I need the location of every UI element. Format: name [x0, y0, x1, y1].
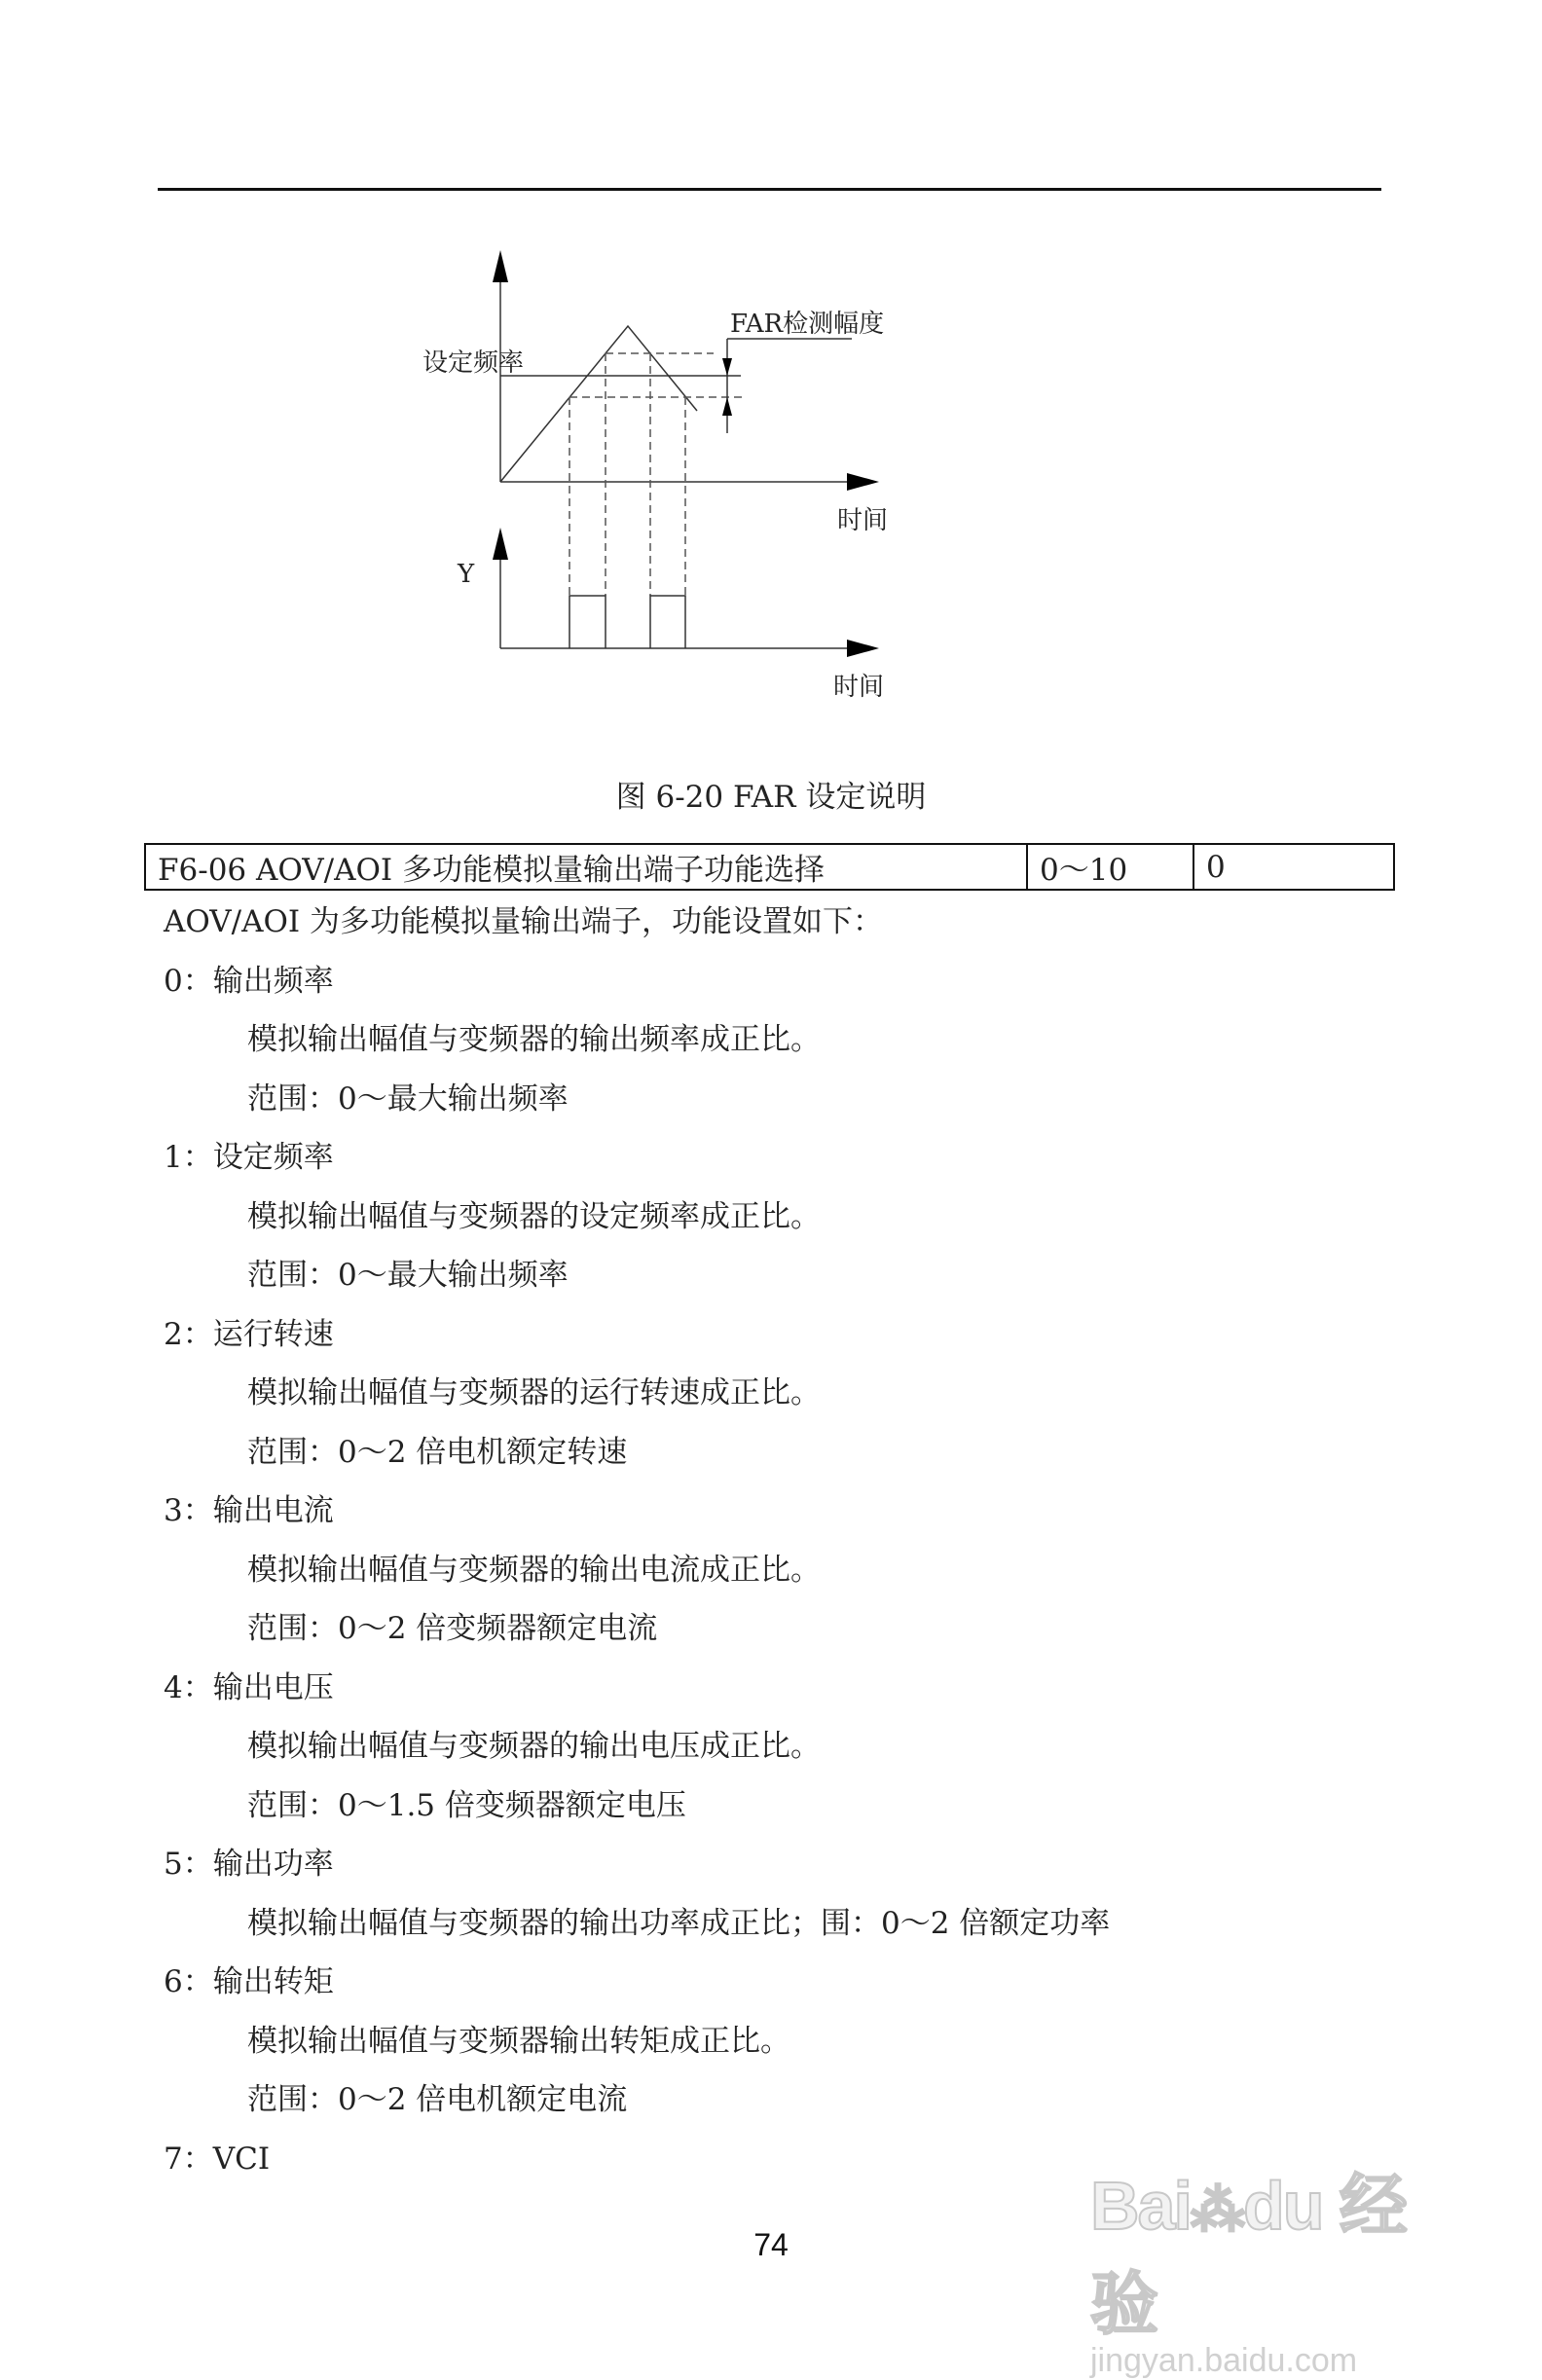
option-detail: 模拟输出幅值与变频器的输出电流成正比。 [247, 1552, 821, 1588]
option-heading: 5：输出功率 [164, 1847, 334, 1882]
x-label-time-bottom: 时间 [833, 673, 885, 702]
option-detail: 模拟输出幅值与变频器的运行转速成正比。 [247, 1375, 821, 1410]
pulse [569, 596, 606, 648]
option-detail: 模拟输出幅值与变频器的输出功率成正比；围：0～2 倍额定功率 [247, 1905, 1111, 1941]
option-detail: 范围：0～2 倍变频器额定电流 [247, 1611, 658, 1646]
far-diagram [0, 0, 1542, 779]
y-label-setfreq: 设定频率 [422, 348, 525, 378]
option-heading: 3：输出电流 [164, 1493, 334, 1528]
option-heading: 7：VCI [164, 2141, 271, 2177]
option-detail: 范围：0～2 倍电机额定转速 [247, 1434, 628, 1470]
baidu-watermark-logo: Bai⁂du 经验 jingyan.baidu.com [1090, 2168, 1406, 2379]
option-detail: 模拟输出幅值与变频器的输出电压成正比。 [247, 1729, 821, 1764]
option-heading: 1：设定频率 [164, 1140, 334, 1175]
param-range: 0～10 [1027, 844, 1193, 890]
option-heading: 6：输出转矩 [164, 1964, 334, 1999]
param-default: 0 [1193, 844, 1394, 890]
description-body [0, 893, 1542, 2188]
option-detail: 范围：0～1.5 倍变频器额定电压 [247, 1787, 686, 1823]
page-number: 74 [753, 2227, 789, 2262]
param-table [144, 843, 1395, 891]
far-label: FAR检测幅度 [730, 310, 885, 339]
option-heading: 4：输出电压 [164, 1669, 334, 1705]
option-heading: AOV/AOI 为多功能模拟量输出端子，功能设置如下： [164, 904, 883, 939]
option-detail: 模拟输出幅值与变频器输出转矩成正比。 [247, 2023, 790, 2059]
figure-caption: 图 6-20 FAR 设定说明 [615, 780, 927, 815]
option-heading: 2：运行转速 [164, 1316, 334, 1352]
x-label-time: 时间 [837, 506, 889, 535]
option-detail: 范围：0～2 倍电机额定电流 [247, 2082, 628, 2117]
option-detail: 范围：0～最大输出频率 [247, 1080, 569, 1117]
y-label-y: Y [458, 560, 475, 589]
option-detail: 模拟输出幅值与变频器的设定频率成正比。 [247, 1198, 821, 1234]
option-heading: 0：输出频率 [164, 963, 334, 999]
pulse [650, 596, 685, 648]
frequency-curve [500, 326, 697, 482]
param-code-name: F6-06 AOV/AOI 多功能模拟量输出端子功能选择 [145, 844, 1027, 890]
option-detail: 模拟输出幅值与变频器的输出频率成正比。 [247, 1022, 821, 1057]
option-detail: 范围：0～最大输出频率 [247, 1258, 569, 1293]
